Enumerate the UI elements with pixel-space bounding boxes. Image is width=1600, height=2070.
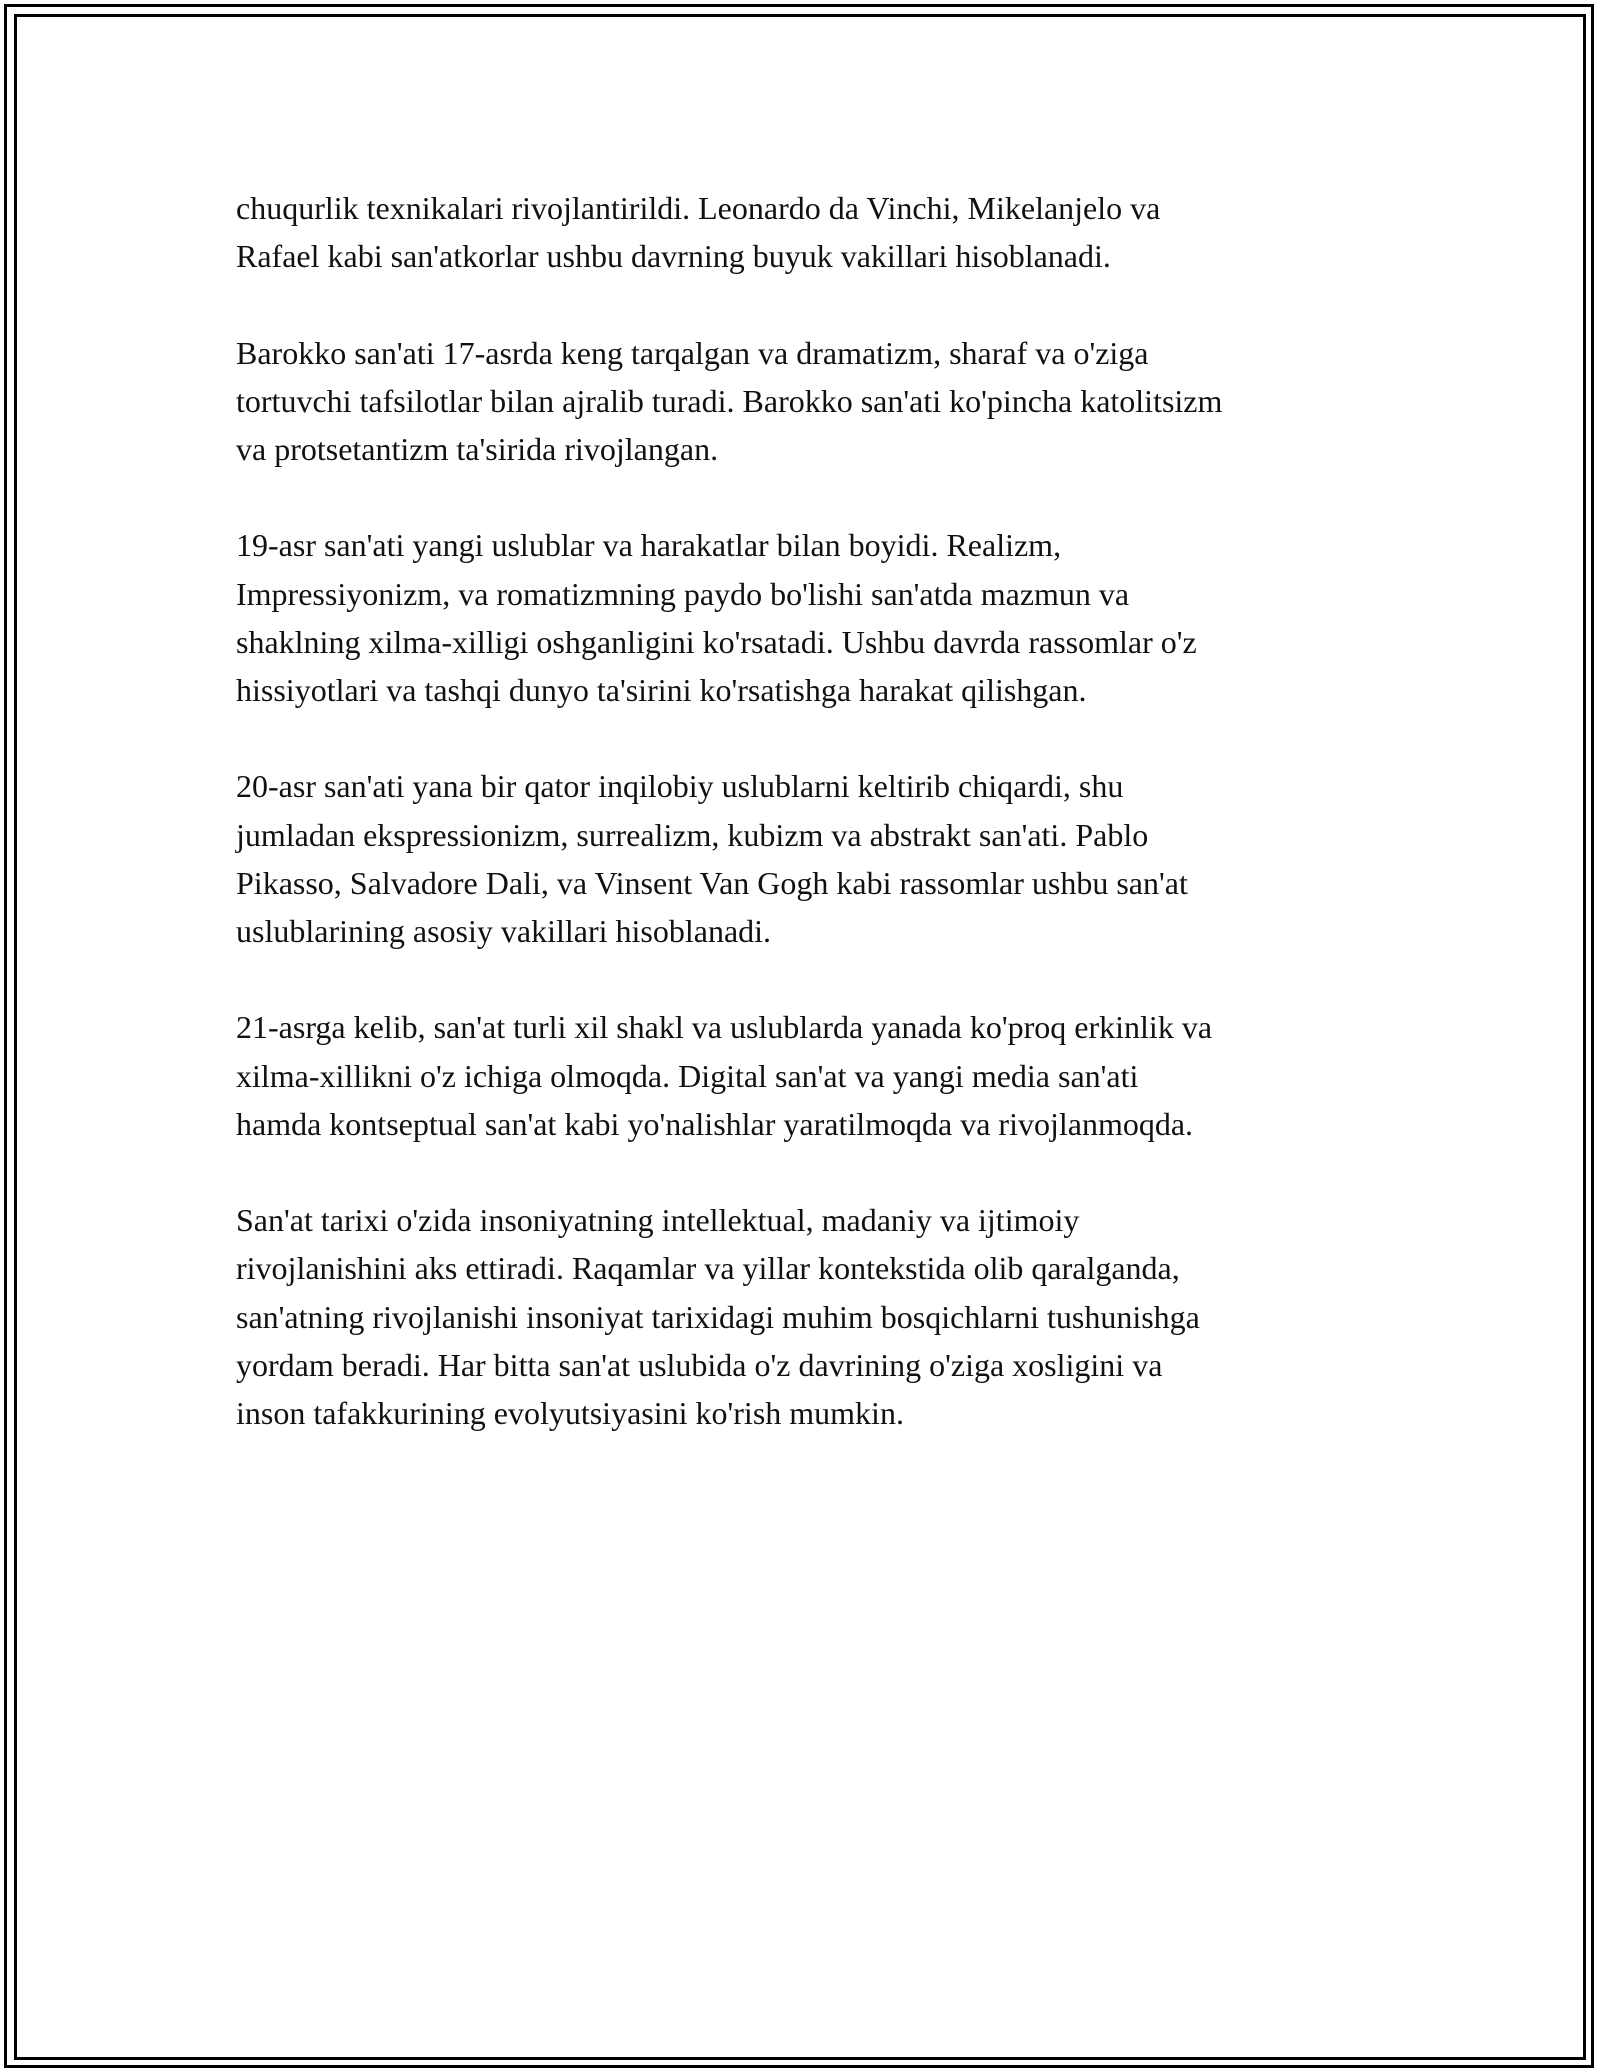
paragraph-20th-century: 20-asr san'ati yana bir qator inqilobiy uslublarni keltirib chiqardi, shu jumladan ekspressionizm, surrealizm, kubizm va abstrakt san'ati. Pablo Pikasso, Salvadore Dali, va Vinsent Van Gogh kabi rassomlar ushbu san'at uslublarining asosiy vakillari hisoblanadi. bbox=[236, 768, 1188, 949]
paragraph-renaissance-end: chuqurlik texnikalari rivojlantirildi. Leonardo da Vinchi, Mikelanjelo va Rafael kabi san'atkorlar ushbu davrning buyuk vakillari hisoblanadi. bbox=[236, 190, 1161, 275]
document-body bbox=[236, 184, 1386, 1485]
paragraph-baroque: Barokko san'ati 17-asrda keng tarqalgan va dramatizm, sharaf va o'ziga tortuvchi tafsilotlar bilan ajralib turadi. Barokko san'ati ko'pincha katolitsizm va protsetantizm ta'sirida rivojlangan. bbox=[236, 334, 1223, 467]
paragraph-conclusion: San'at tarixi o'zida insoniyatning intellektual, madaniy va ijtimoiy rivojlanishini aks ettiradi. Raqamlar va yillar kontekstida olib qaralganda, san'atning rivojlanishi insoniyat tarixidagi muhim bosqichlarni tushunishga yordam beradi. Har bitta san'at uslubida o'z davrining o'ziga xosligini va inson tafakkurining evolyutsiyasini ko'rish mumkin. bbox=[236, 1202, 1200, 1431]
paragraph-21st-century: 21-asrga kelib, san'at turli xil shakl va uslublarda yanada ko'proq erkinlik va xilma-xillikni o'z ichiga olmoqda. Digital san'at va yangi media san'ati hamda kontseptual san'at kabi yo'nalishlar yaratilmoqda va rivojlanmoqda. bbox=[236, 1009, 1213, 1142]
paragraph-19th-century: 19-asr san'ati yangi uslublar va harakatlar bilan boyidi. Realizm, Impressiyonizm, va romatizmning paydo bo'lishi san'atda mazmun va shaklning xilma-xilligi oshganligini ko'rsatadi. Ushbu davrda rassomlar o'z hissiyotlari va tashqi dunyo ta'sirini ko'rsatishga harakat qilishgan. bbox=[236, 527, 1197, 708]
